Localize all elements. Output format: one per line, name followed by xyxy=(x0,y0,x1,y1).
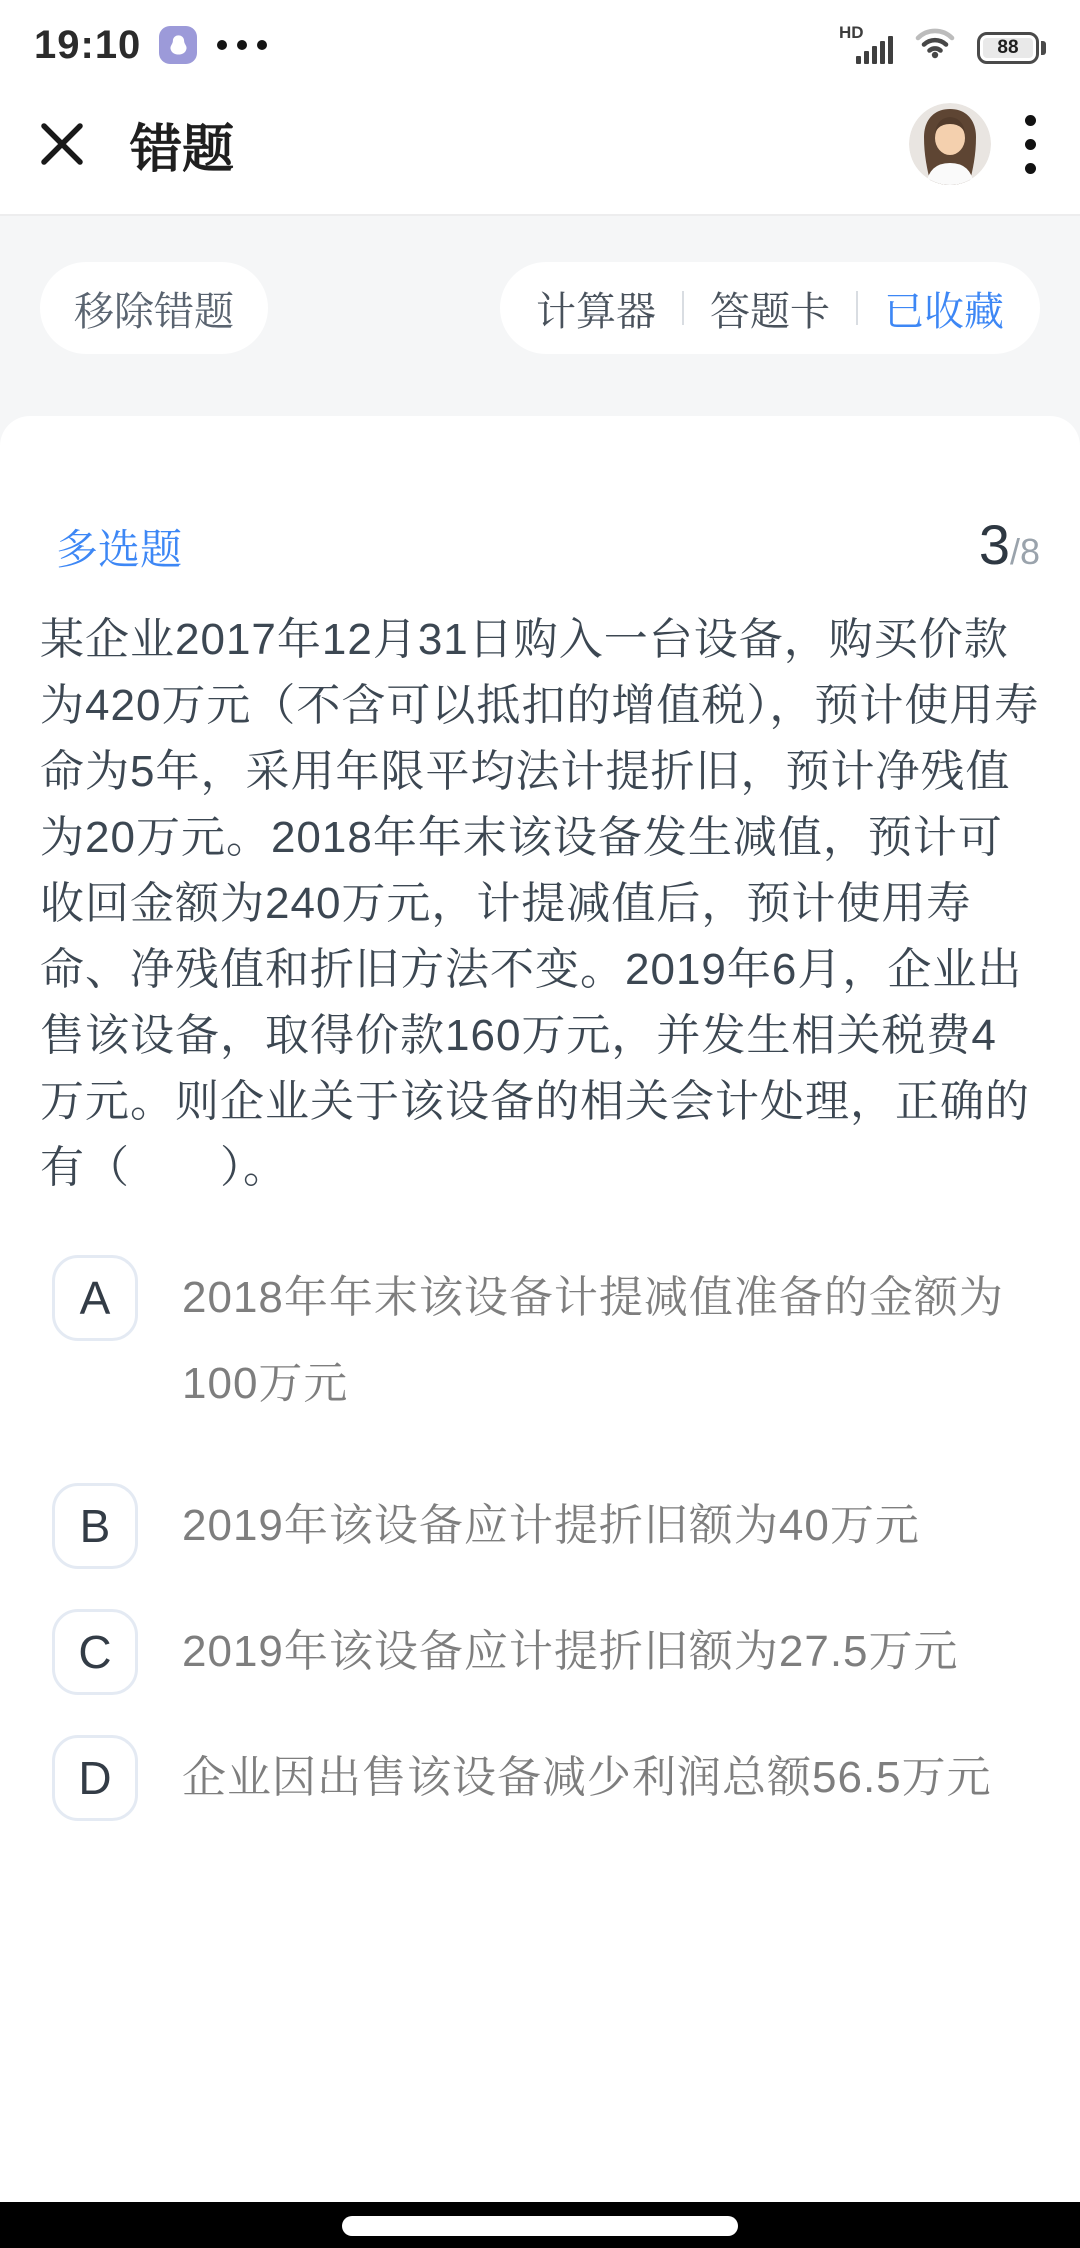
hd-voice-label: HD xyxy=(839,23,864,42)
option-row-d[interactable] xyxy=(40,1735,1040,1821)
question-header xyxy=(40,512,1040,577)
option-row-c[interactable] xyxy=(40,1609,1040,1695)
more-menu-icon[interactable] xyxy=(1017,109,1044,180)
header xyxy=(0,74,1080,216)
question-total: /8 xyxy=(1009,531,1040,572)
option-row-a[interactable] xyxy=(40,1255,1040,1427)
question-index: 3 xyxy=(978,513,1010,576)
home-indicator[interactable] xyxy=(342,2216,738,2236)
answer-card-button[interactable]: 答题卡 xyxy=(710,280,830,337)
status-bar xyxy=(0,0,1080,74)
battery-icon xyxy=(977,32,1046,66)
question-card xyxy=(0,416,1080,2202)
cellular-signal-icon xyxy=(839,24,893,66)
option-text: 企业因出售该设备减少利润总额56.5万元 xyxy=(182,1753,992,1802)
remove-wrong-question-button[interactable]: 移除错题 xyxy=(40,262,268,354)
wifi-icon xyxy=(915,27,955,66)
question-stem: 某企业2017年12月31日购入一台设备，购买价款为420万元（不含可以抵扣的增值税），预计使用寿命为5年，采用年限平均法计提折旧，预计净残值为20万元。2018年年末该设备发生减值，预计可收回金额为240万元，计提减值后，预计使用寿命、净残值和折旧方法不变。2019年6月，企业出售该设备，取得价款160万元，并发生相关税费4万元。则企业关于该设备的相关会计处理，正确的有（ ）。 xyxy=(40,615,1040,1192)
notification-overflow-dots-icon xyxy=(217,40,267,50)
close-icon[interactable] xyxy=(36,118,88,170)
toolbar xyxy=(40,262,1040,354)
divider xyxy=(856,291,858,325)
gesture-nav-bar xyxy=(0,2202,1080,2248)
content-area xyxy=(0,216,1080,2202)
option-text: 2018年年末该设备计提减值准备的金额为100万元 xyxy=(182,1273,1004,1408)
battery-percent: 88 xyxy=(983,38,1033,58)
question-progress xyxy=(979,512,1040,577)
favorited-button[interactable]: 已收藏 xyxy=(884,280,1004,337)
option-row-b[interactable] xyxy=(40,1483,1040,1569)
status-bar-right xyxy=(839,24,1046,66)
avatar[interactable] xyxy=(909,103,991,185)
page-title: 错题 xyxy=(130,120,235,179)
status-bar-left xyxy=(34,23,267,68)
question-type-label: 多选题 xyxy=(56,526,183,573)
option-text: 2019年该设备应计提折旧额为40万元 xyxy=(182,1501,920,1550)
option-text: 2019年该设备应计提折旧额为27.5万元 xyxy=(182,1627,959,1676)
option-letter-badge[interactable]: D xyxy=(52,1735,138,1821)
qq-notification-icon xyxy=(159,26,197,64)
calculator-button[interactable]: 计算器 xyxy=(536,280,656,337)
clock: 19:10 xyxy=(34,22,142,67)
toolbar-actions xyxy=(500,262,1040,354)
divider xyxy=(682,291,684,325)
option-letter-badge[interactable]: A xyxy=(52,1255,138,1341)
option-letter-badge[interactable]: B xyxy=(52,1483,138,1569)
option-letter-badge[interactable]: C xyxy=(52,1609,138,1695)
